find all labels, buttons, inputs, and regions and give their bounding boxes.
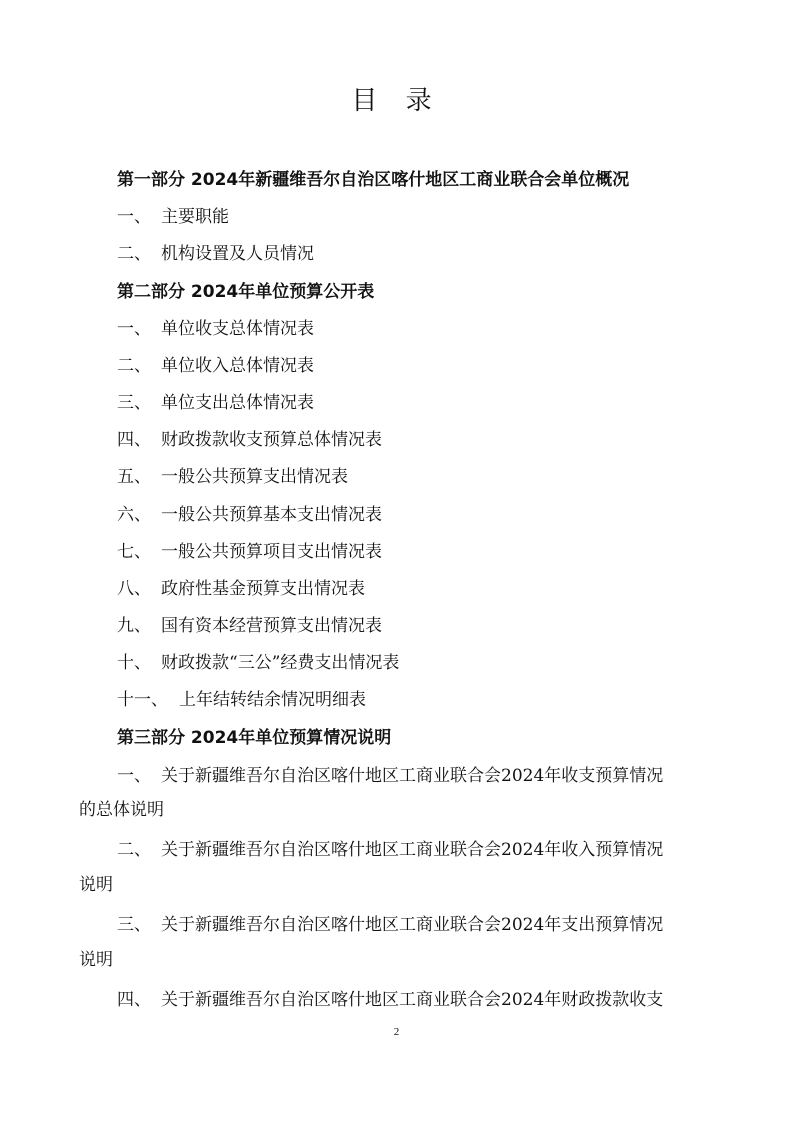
toc-item-number: 十、 [117,653,151,673]
toc-item-continuation[interactable]: 的总体说明 [79,800,164,820]
toc-item[interactable] [117,614,382,638]
toc-item-label: 国有资本经营预算支出情况表 [161,616,382,636]
toc-item-label: 关于新疆维吾尔自治区喀什地区工商业联合会2024年财政拨款收支 [161,990,664,1010]
toc-item[interactable] [117,242,314,266]
toc-heading-part3[interactable]: 第三部分 2024年单位预算情况说明 [117,728,392,748]
toc-item[interactable] [117,317,314,341]
toc-item-label: 政府性基金预算支出情况表 [161,579,365,599]
toc-item-number: 二、 [117,356,151,376]
toc-item[interactable] [117,354,314,378]
toc-item[interactable] [117,988,663,1012]
toc-item[interactable] [117,651,399,675]
toc-item-number: 二、 [117,840,151,860]
toc-item-number: 一、 [117,207,151,227]
toc-item-label: 财政拨款收支预算总体情况表 [161,430,382,450]
toc-item[interactable] [117,428,382,452]
toc-item-number: 六、 [117,505,151,525]
toc-item-label: 机构设置及人员情况 [161,244,314,264]
toc-item-label: 一般公共预算支出情况表 [161,467,348,487]
toc-item-number: 四、 [117,430,151,450]
toc-item-continuation[interactable]: 说明 [79,950,113,970]
toc-item-number: 七、 [117,542,151,562]
toc-item[interactable] [117,838,663,862]
toc-item-label: 财政拨款“三公”经费支出情况表 [161,653,400,673]
toc-item-label: 关于新疆维吾尔自治区喀什地区工商业联合会2024年收入预算情况 [161,840,664,860]
toc-item-label: 上年结转结余情况明细表 [179,690,366,710]
toc-item-number: 三、 [117,915,151,935]
toc-heading-part2[interactable]: 第二部分 2024年单位预算公开表 [117,282,375,302]
toc-item-continuation[interactable]: 说明 [79,875,113,895]
toc-item-label: 一般公共预算项目支出情况表 [161,542,382,562]
toc-item[interactable] [117,503,382,527]
toc-item-label: 单位支出总体情况表 [161,393,314,413]
toc-item[interactable] [117,391,314,415]
toc-item-number: 八、 [117,579,151,599]
toc-item[interactable] [117,913,663,937]
toc-item[interactable] [117,540,382,564]
toc-item[interactable] [117,465,348,489]
toc-item-label: 关于新疆维吾尔自治区喀什地区工商业联合会2024年支出预算情况 [161,915,664,935]
toc-item[interactable] [117,764,663,788]
toc-item-label: 主要职能 [161,207,229,227]
toc-item-label: 单位收入总体情况表 [161,356,314,376]
toc-item-label: 关于新疆维吾尔自治区喀什地区工商业联合会2024年收支预算情况 [161,766,664,786]
toc-item-label: 一般公共预算基本支出情况表 [161,505,382,525]
page-title: 目 录 [351,86,442,116]
toc-item[interactable] [117,688,366,712]
toc-item-number: 三、 [117,393,151,413]
toc-item-number: 四、 [117,990,151,1010]
toc-item-number: 一、 [117,319,151,339]
toc-heading-part1[interactable]: 第一部分 2024年新疆维吾尔自治区喀什地区工商业联合会单位概况 [117,170,630,190]
toc-item-number: 二、 [117,244,151,264]
toc-item-number: 九、 [117,616,151,636]
toc-item-number: 五、 [117,467,151,487]
page-number: 2 [393,1026,400,1038]
toc-item-number: 十一、 [117,690,168,710]
toc-item[interactable] [117,205,229,229]
toc-item[interactable] [117,577,365,601]
toc-item-label: 单位收支总体情况表 [161,319,314,339]
toc-item-number: 一、 [117,766,151,786]
